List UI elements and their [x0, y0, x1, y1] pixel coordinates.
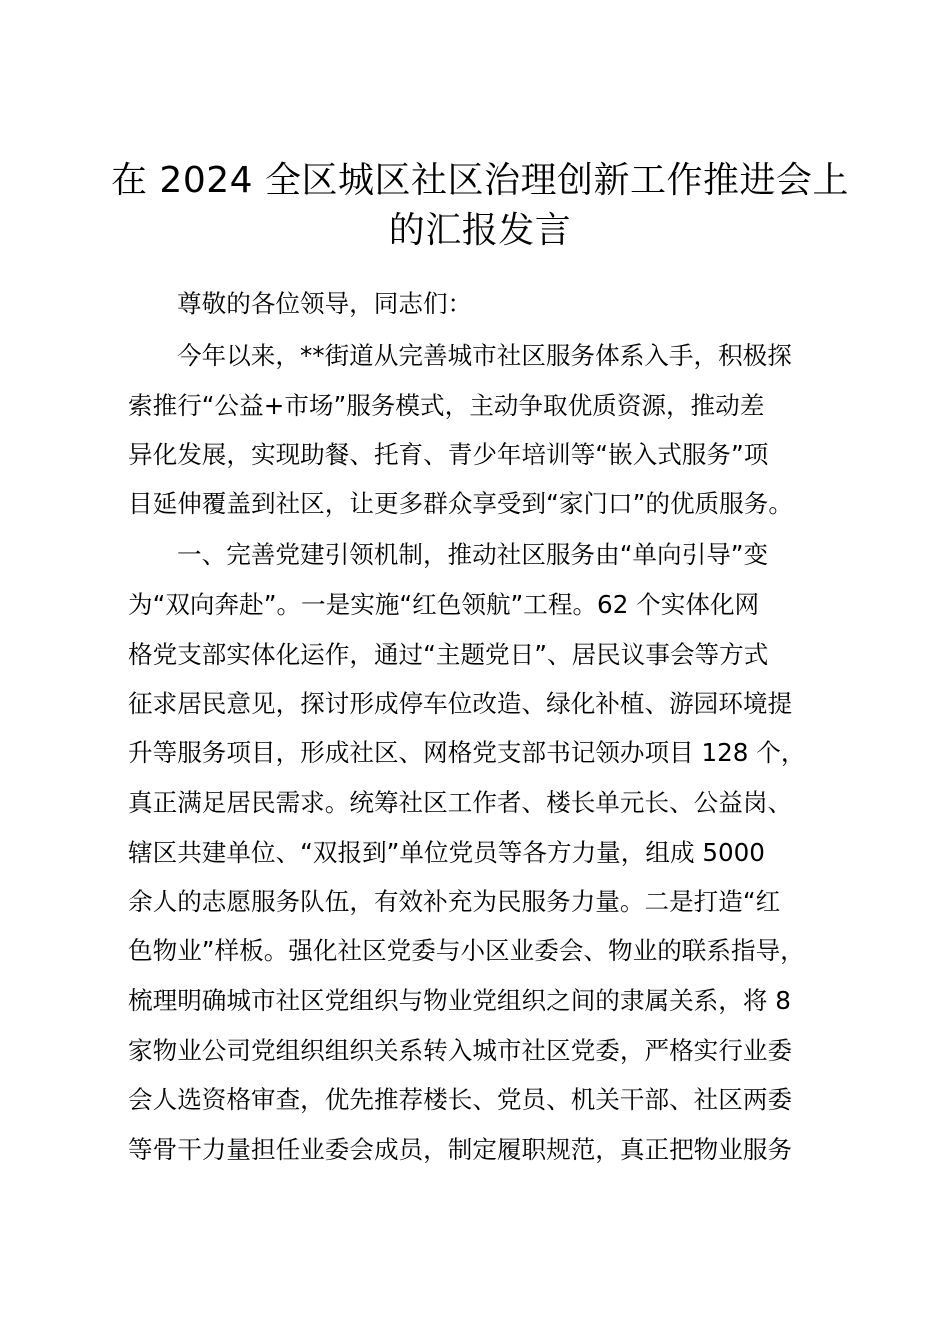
document-title-line-1: 在 2024 全区城区社区治理创新工作推进会上: [110, 160, 849, 201]
body-line: 余人的志愿服务队伍，有效补充为民服务力量。二是打造“红: [128, 887, 781, 916]
document-title-line-2: 的汇报发言: [388, 210, 572, 251]
body-line: 辖区共建单位、“双报到”单位党员等各方力量，组成 5000: [128, 838, 765, 867]
body-line: 为“双向奔赴”。一是实施“红色领航”工程。62 个实体化网: [128, 590, 760, 619]
body-line: 家物业公司党组织组织关系转入城市社区党委，严格实行业委: [128, 1036, 793, 1065]
salutation: 尊敬的各位领导，同志们：: [177, 289, 473, 318]
body-line: 一、完善党建引领机制，推动社区服务由“单向引导”变: [177, 540, 769, 569]
body-line: 真正满足居民需求。统筹社区工作者、楼长单元长、公益岗、: [128, 788, 793, 817]
body-line: 会人选资格审查，优先推荐楼长、党员、机关干部、社区两委: [128, 1085, 793, 1114]
body-line: 索推行“公益+市场”服务模式，主动争取优质资源，推动差: [128, 391, 765, 420]
body-line: 征求居民意见，探讨形成停车位改造、绿化补植、游园环境提: [128, 689, 793, 718]
body-line: 色物业”样板。强化社区党委与小区业委会、物业的联系指导，: [128, 936, 805, 965]
body-line: 目延伸覆盖到社区，让更多群众享受到“家门口”的优质服务。: [128, 489, 793, 518]
body-line: 升等服务项目，形成社区、网格党支部书记领办项目 128 个，: [128, 738, 806, 767]
body-line: 梳理明确城市社区党组织与物业党组织之间的隶属关系，将 8: [128, 986, 791, 1015]
body-line: 格党支部实体化运作，通过“主题党日”、居民议事会等方式: [128, 640, 769, 669]
body-line: 等骨干力量担任业委会成员，制定履职规范，真正把物业服务: [128, 1135, 793, 1164]
body-line: 今年以来，**街道从完善城市社区服务体系入手，积极探: [177, 341, 792, 370]
body-line: 异化发展，实现助餐、托育、青少年培训等“嵌入式服务”项: [128, 440, 769, 469]
